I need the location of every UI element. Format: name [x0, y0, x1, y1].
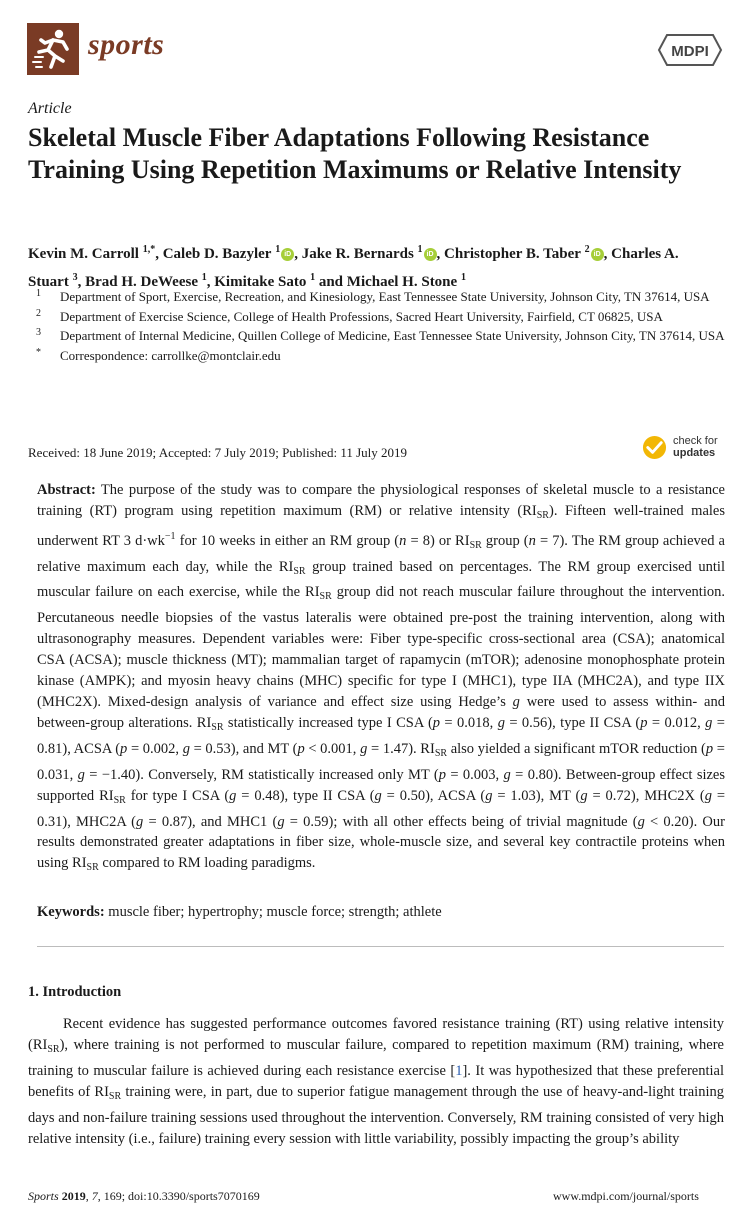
article-type: Article: [28, 100, 72, 117]
orcid-icon[interactable]: iD: [591, 248, 604, 261]
journal-name[interactable]: sports: [88, 28, 165, 61]
orcid-icon[interactable]: iD: [424, 248, 437, 261]
introduction-paragraph: Recent evidence has suggested performance outcomes favored resistance training (RT) using relative intensity $(RI_{SR})$, where training is not performed to muscular failure, compared to repetition maximum (RM) training, where training to muscular failure is achieved during each resistance exercise [1]. It was hypothesized that these preferential benefits of $RI_{SR}$ training were, in part, due to superior fatigue management through the use of heavy-and-light training days and non-failure training sessions used throughout the intervention. Conversely, RM training consisted of very high relative intensity (i.e., failure) training every session with little variability, possibly impacting the group’s ability: [28, 1016, 724, 1147]
author-affiliation-mark: 2: [584, 244, 590, 255]
affiliations: [28, 288, 728, 366]
author-name[interactable]: Christopher B. Taber: [444, 246, 581, 262]
author-name[interactable]: Kevin M. Carroll: [28, 246, 139, 262]
abstract: [37, 480, 725, 879]
author-name[interactable]: Charles A. Stuart: [28, 246, 679, 290]
author-affiliation-mark: 3: [72, 272, 78, 283]
keywords: [37, 904, 725, 921]
mdpi-logo-text: MDPI: [671, 43, 709, 60]
author-affiliation-mark: 1: [275, 244, 281, 255]
article-title: Skeletal Muscle Fiber Adaptations Following Resistance Training Using Repetition Maximums or Relative Intensity: [28, 123, 682, 184]
affiliation-text: Department of Sport, Exercise, Recreation, and Kinesiology, East Tennessee State University, Johnson City, TN 37614, USA: [60, 289, 710, 304]
affiliation-item: [28, 288, 728, 307]
affiliation-number: 1: [36, 288, 41, 299]
affiliation-text: Department of Internal Medicine, Quillen College of Medicine, East Tennessee State University, Johnson City, TN 37614, USA: [60, 328, 725, 343]
footer-citation: Sports 2019, 7, 169; doi:10.3390/sports7070169: [28, 1189, 260, 1203]
affiliation-number: *: [36, 346, 41, 358]
check-for-updates-button[interactable]: [642, 433, 724, 463]
author-name[interactable]: Jake R. Bernards: [301, 246, 414, 262]
check-badge-icon: [642, 435, 667, 460]
keywords-label: Keywords:: [37, 904, 105, 920]
affiliation-text: Department of Exercise Science, College of Health Professions, Sacred Heart University, Fairfield, CT 06825, USA: [60, 308, 663, 324]
check-label: check for: [673, 435, 718, 447]
author-affiliation-mark: 1: [417, 244, 423, 255]
keywords-text: muscle fiber; hypertrophy; muscle force; strength; athlete: [108, 904, 442, 920]
footer-journal-url[interactable]: www.mdpi.com/journal/sports: [553, 1189, 699, 1203]
mdpi-logo[interactable]: [657, 31, 723, 69]
affiliation-text: Correspondence: carrollke@montclair.edu: [60, 347, 281, 363]
publication-dates: Received: 18 June 2019; Accepted: 7 July 2019; Published: 11 July 2019: [28, 445, 408, 460]
author-name[interactable]: Kimitake Sato: [214, 274, 307, 290]
affiliation-number: 2: [36, 307, 41, 319]
author-name[interactable]: Brad H. DeWeese: [85, 274, 198, 290]
abstract-label: Abstract:: [37, 482, 96, 498]
affiliation-number: 3: [36, 327, 41, 338]
section-heading-introduction: 1. Introduction: [28, 984, 122, 1000]
runner-icon: [27, 23, 79, 75]
journal-logo[interactable]: [27, 23, 79, 75]
author-affiliation-mark: 1: [460, 272, 466, 283]
affiliation-item: [28, 327, 728, 346]
author-affiliation-mark: 1: [310, 272, 316, 283]
affiliation-item: [28, 308, 728, 327]
author-affiliation-mark: 1,*: [142, 244, 156, 255]
section-divider: [37, 946, 724, 947]
author-name[interactable]: Michael H. Stone: [346, 274, 458, 290]
affiliation-item: [28, 347, 728, 366]
author-name[interactable]: Caleb D. Bazyler: [162, 246, 272, 262]
author-list: Kevin M. Carroll $^{1,*}$, Caleb D. Bazyler $^1$ iD , Jake R. Bernards $^1$ iD , Christopher B. Taber $^2$ iD , Charles A. Stuart $^3$, Brad H. DeWeese $^1$, Kimitake Sato $^1$ and Michael H. Stone $^1$: [28, 244, 679, 290]
abstract-text: The purpose of the study was to compare the physiological responses of skeletal muscle to a resistance training (RT) program using repetition maximum (RM) or relative intensity $(RI_{SR})$. Fifteen well-trained males underwent RT 3 $d\cdot wk^{-1}$ for 10 weeks in either an RM group (n = 8) or $RI_{SR}$ group (n = 7). The RM group achieved a relative maximum each day, while the $RI_{SR}$ group trained based on percentages. The RM group exercised until muscular failure on each exercise, while the $RI_{SR}$ group did not reach muscular failure throughout the intervention. Percutaneous needle biopsies of the vastus lateralis were obtained pre-post the training intervention, along with ultrasonography measures. Dependent variables were: Fiber type-specific cross-sectional area (CSA); anatomical CSA (ACSA); muscle thickness (MT); mammalian target of rapamycin (mTOR); adenosine monophosphate protein kinase (AMPK); and myosin heavy chains (MHC) specific for type I (MHC1), type IIA (MHC2A), and type IIX (MHC2X). Mixed-design analysis of variance and effect size using Hedge’s g were used to assess within- and between-group alterations. $RI_{SR}$ statistically increased type I CSA (p = 0.018, g = 0.56), type II CSA (p = 0.012, g = 0.81), ACSA (p = 0.002, g = 0.53), and MT (p < 0.001, g = 1.47). $RI_{SR}$ also yielded a significant mTOR reduction (p = 0.031, g = −1.40). Conversely, RM statistically increased only MT (p = 0.003, g = 0.80). Between-group effect sizes supported $RI_{SR}$ for type I CSA (g = 0.48), type II CSA (g = 0.50), ACSA (g = 1.03), MT (g = 0.72), MHC2X (g = 0.31), MHC2A (g = 0.87), and MHC1 (g = 0.59); with all other effects being of trivial magnitude (g < 0.20). Our results demonstrated greater adaptations in fiber size, whole-muscle size, and several key contractile proteins when using $RI_{SR}$ compared to RM loading paradigms.: [37, 482, 726, 874]
orcid-icon[interactable]: iD: [281, 248, 294, 261]
author-affiliation-mark: 1: [201, 272, 207, 283]
updates-label: updates: [673, 447, 716, 459]
